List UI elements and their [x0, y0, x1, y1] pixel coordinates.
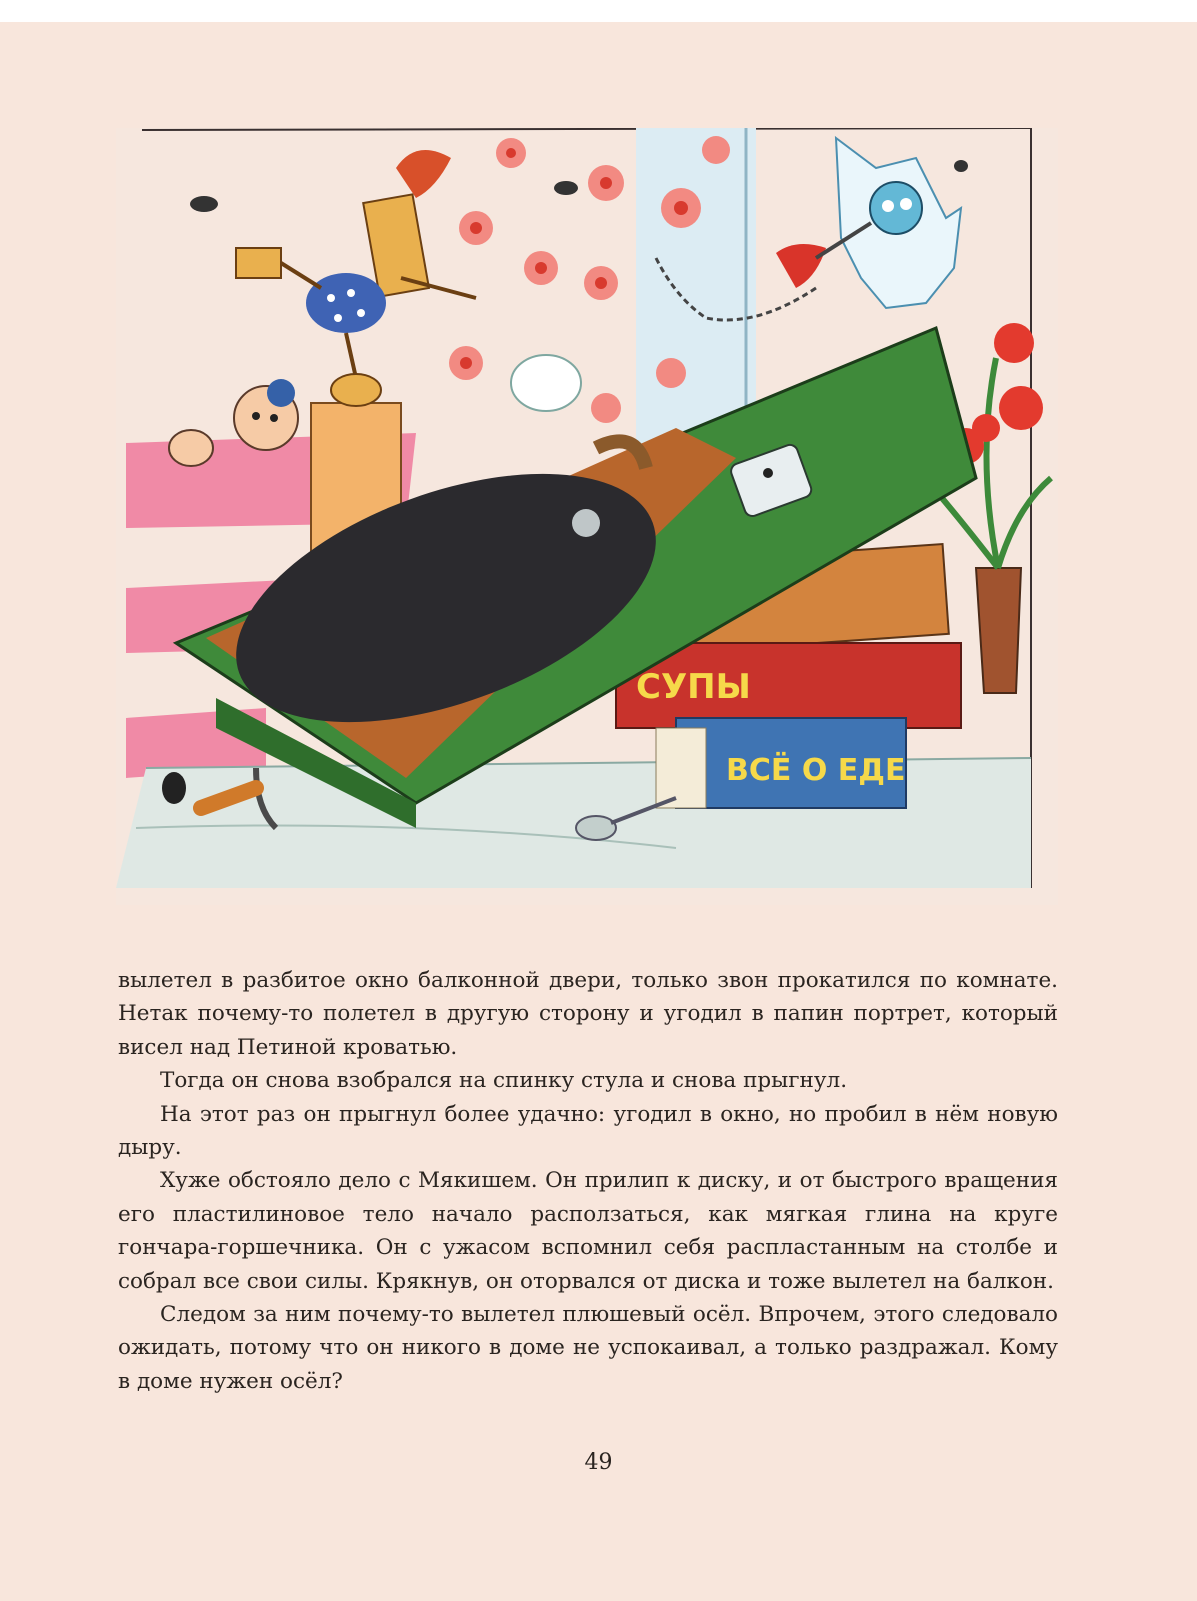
paragraph: Хуже обстояло дело с Мякишем. Он прилип к диску, и от быстрого вращения его пластилиновое тело начало расползаться, как мягкая глина на круге гончара-горшечника. Он с ужасом вспомнил себя распластанным на столбе и собрал все свои силы. Крякнув, он оторвался от диска и тоже вылетел на балкон. [118, 1168, 1058, 1294]
paragraph: Тогда он снова взобрался на спинку стула и снова прыгнул. [160, 1068, 848, 1094]
book-label-all-about-food: ВСЁ О ЕДЕ [726, 753, 906, 788]
paragraph: На этот раз он прыгнул более удачно: угодил в окно, но пробил в нём новую дыру. [118, 1101, 1058, 1161]
top-margin-strip [0, 0, 1197, 22]
page-number: 49 [584, 1450, 613, 1475]
body-text [118, 964, 1058, 1398]
paragraph: Следом за ним почему-то вылетел плюшевый осёл. Впрочем, этого следовало ожидать, потому что он никого в доме не успокаивал, а только раздражал. Кому в доме нужен осёл? [118, 1302, 1058, 1394]
paragraph: вылетел в разбитое окно балконной двери, только звон прокатился по комнате. Нетак почему-то полетел в другую сторону и угодил в папин портрет, который висел над Петиной кроватью. [118, 968, 1058, 1060]
book-label-soups: СУПЫ [636, 667, 751, 707]
illustration [116, 128, 1058, 905]
